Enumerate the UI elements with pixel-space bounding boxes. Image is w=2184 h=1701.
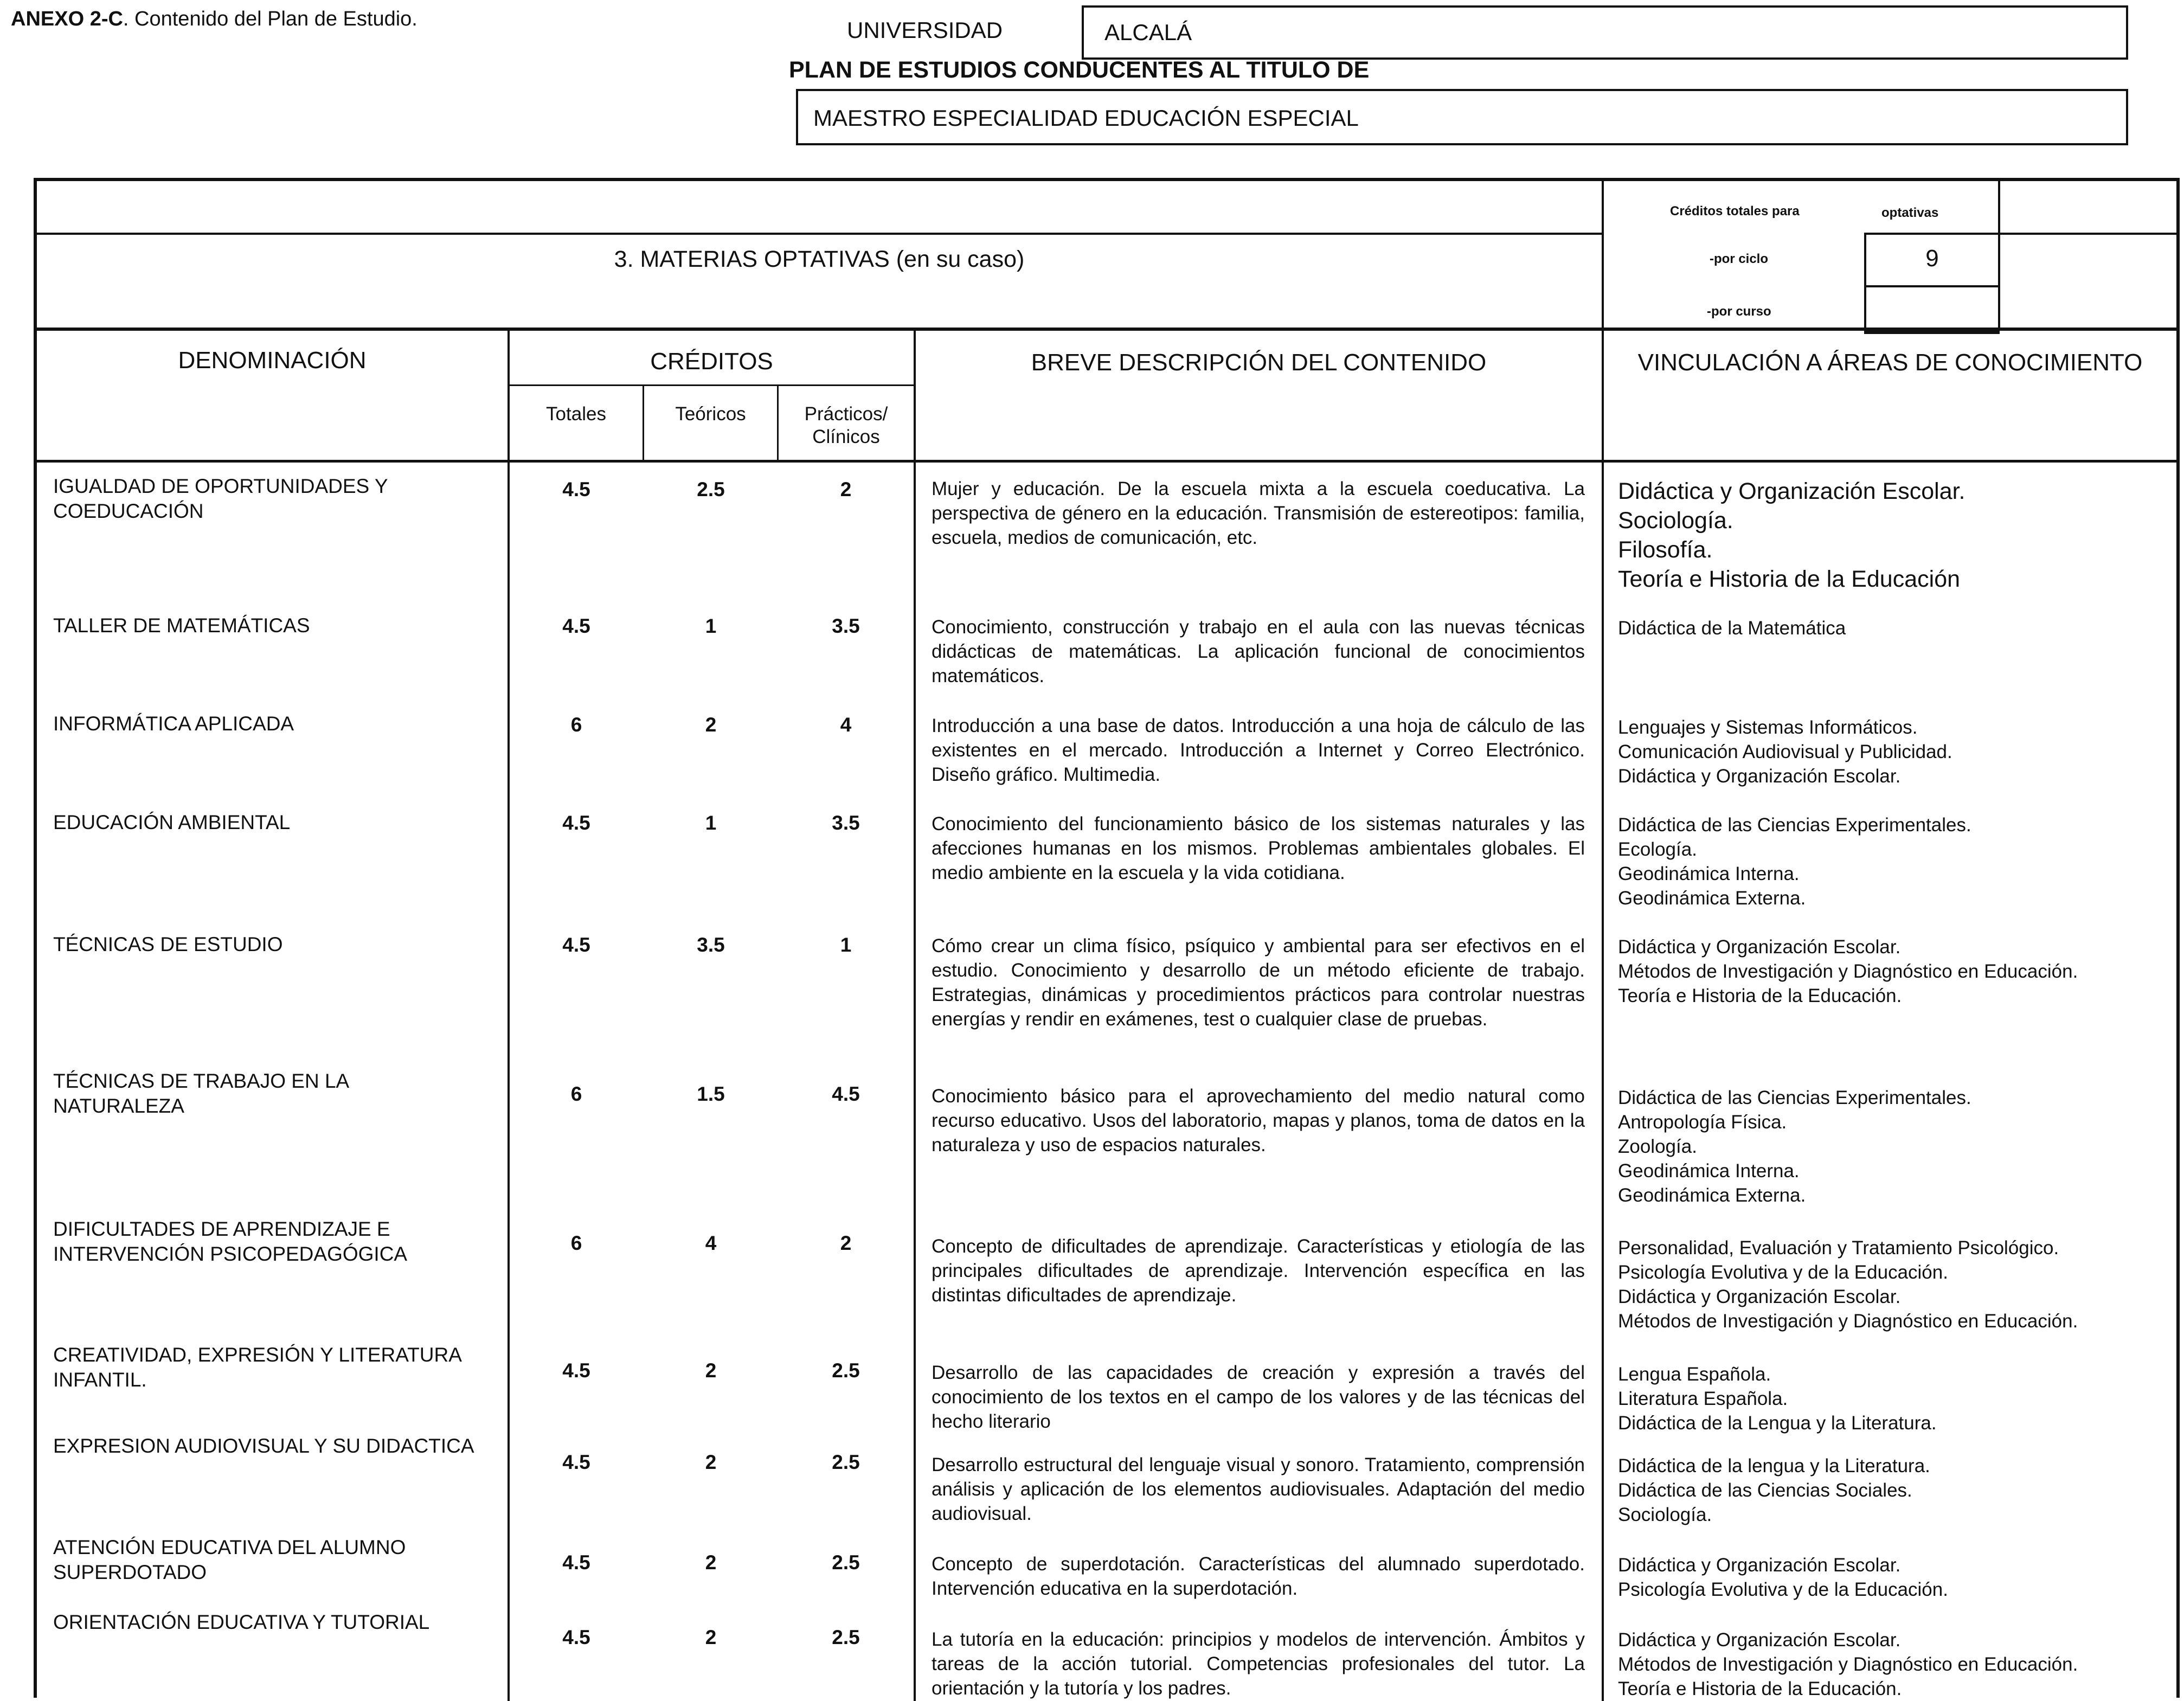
plan-title: PLAN DE ESTUDIOS CONDUCENTES AL TITULO DE bbox=[789, 57, 1370, 83]
row-name-line: NATURALEZA bbox=[53, 1095, 184, 1117]
row-name-line: TALLER DE MATEMÁTICAS bbox=[53, 614, 310, 637]
row-name-line: INTERVENCIÓN PSICOPEDAGÓGICA bbox=[53, 1243, 408, 1265]
area-item: Lengua Española. bbox=[1618, 1364, 1771, 1385]
area-item: Didáctica de la lengua y la Literatura. bbox=[1618, 1455, 1930, 1477]
divider bbox=[37, 233, 1604, 235]
row-teoricos: 2 bbox=[705, 1359, 717, 1382]
row-practicos: 3.5 bbox=[832, 615, 860, 637]
plan-value: MAESTRO ESPECIALIDAD EDUCACIÓN ESPECIAL bbox=[813, 105, 1359, 131]
row-teoricos: 1 bbox=[705, 615, 717, 637]
area-item: Didáctica de las Ciencias Sociales. bbox=[1618, 1480, 1912, 1501]
area-item: Métodos de Investigación y Diagnóstico en Educación. bbox=[1618, 961, 2078, 982]
row-teoricos: 2.5 bbox=[697, 478, 725, 500]
credits-total-label: Créditos totales para bbox=[1670, 204, 1800, 219]
row-totales: 4.5 bbox=[562, 812, 590, 834]
row-description: Cómo crear un clima físico, psíquico y ambiental para ser efectivos en el estudio. Conocimiento y desarrollo de un método eficiente de trabajo. Estrategias, dinámicas y procedimientos prácticos para controlar nuestras energías y rendir en exámenes, test o cualquier clase de pruebas. bbox=[932, 935, 1585, 1030]
row-practicos: 2.5 bbox=[832, 1359, 860, 1382]
area-item: Sociología. bbox=[1618, 508, 1733, 534]
row-description: Mujer y educación. De la escuela mixta a la escuela coeducativa. La perspectiva de género en la educación. Transmisión de estereotipos: familia, escuela, medios de comunicación, etc. bbox=[932, 478, 1585, 548]
header-totales: Totales bbox=[546, 403, 606, 425]
row-name bbox=[53, 474, 388, 524]
annex-heading bbox=[11, 8, 417, 31]
area-item: Didáctica y Organización Escolar. bbox=[1618, 1286, 1901, 1307]
area-item: Geodinámica Interna. bbox=[1618, 1160, 1800, 1182]
divider bbox=[1864, 285, 2000, 287]
row-practicos: 4 bbox=[840, 714, 852, 736]
row-totales: 4.5 bbox=[562, 934, 590, 956]
row-name-line: COEDUCACIÓN bbox=[53, 500, 204, 522]
row-teoricos: 3.5 bbox=[697, 934, 725, 956]
row-areas bbox=[1618, 715, 1952, 788]
area-item: Filosofía. bbox=[1618, 537, 1713, 563]
row-totales: 4.5 bbox=[562, 615, 590, 637]
row-name bbox=[53, 613, 310, 638]
row-name-line: SUPERDOTADO bbox=[53, 1561, 207, 1583]
row-teoricos: 2 bbox=[705, 1451, 717, 1473]
row-name-line: EXPRESION AUDIOVISUAL Y SU DIDACTICA bbox=[53, 1435, 474, 1457]
row-teoricos: 2 bbox=[705, 1551, 717, 1574]
row-description: Conocimiento, construcción y trabajo en el aula con las nuevas técnicas didácticas de matemáticas. La aplicación funcional de conocimientos matemáticos. bbox=[932, 617, 1585, 686]
row-areas bbox=[1618, 477, 1965, 594]
row-areas bbox=[1618, 1086, 1971, 1208]
area-item: Geodinámica Externa. bbox=[1618, 1185, 1806, 1206]
plan-box bbox=[796, 89, 2128, 145]
divider bbox=[1864, 331, 2000, 334]
header-clinicos: Clínicos bbox=[812, 426, 880, 447]
row-name-line: TÉCNICAS DE TRABAJO EN LA bbox=[53, 1070, 350, 1092]
area-item: Personalidad, Evaluación y Tratamiento Psicológico. bbox=[1618, 1237, 2059, 1259]
row-description: Desarrollo de las capacidades de creación y expresión a través del conocimiento de los textos en el campo de los valores y de las técnicas del hecho literario bbox=[932, 1362, 1585, 1432]
row-practicos: 4.5 bbox=[832, 1083, 860, 1105]
row-practicos: 2.5 bbox=[832, 1451, 860, 1473]
divider bbox=[1864, 233, 2176, 235]
area-item: Geodinámica Externa. bbox=[1618, 888, 1806, 909]
divider bbox=[1998, 181, 2000, 331]
area-item: Métodos de Investigación y Diagnóstico en Educación. bbox=[1618, 1654, 2078, 1675]
row-areas bbox=[1618, 1454, 1930, 1527]
row-areas bbox=[1618, 616, 1846, 640]
area-item: Psicología Evolutiva y de la Educación. bbox=[1618, 1579, 1948, 1600]
area-item: Comunicación Audiovisual y Publicidad. bbox=[1618, 741, 1952, 762]
row-totales: 4.5 bbox=[562, 1451, 590, 1473]
area-item: Lenguajes y Sistemas Informáticos. bbox=[1618, 717, 1918, 738]
area-item: Geodinámica Interna. bbox=[1618, 863, 1800, 884]
row-description: La tutoría en la educación: principios y modelos de intervención. Ámbitos y tareas de la acción tutorial. Competencias profesionales del tutor. La orientación y la tutoría y los padres. bbox=[932, 1629, 1585, 1699]
area-item: Zoología. bbox=[1618, 1136, 1697, 1157]
row-description: Conocimiento básico para el aprovechamiento del medio natural como recurso educativo. Usos del laboratorio, mapas y planos, toma de datos en la naturaleza y uso de espacios naturales. bbox=[932, 1086, 1585, 1156]
row-totales: 6 bbox=[570, 1083, 582, 1105]
row-areas bbox=[1618, 1236, 2078, 1333]
row-name bbox=[53, 711, 294, 736]
area-item: Psicología Evolutiva y de la Educación. bbox=[1618, 1262, 1948, 1283]
area-item: Didáctica de las Ciencias Experimentales. bbox=[1618, 814, 1971, 836]
row-totales: 4.5 bbox=[562, 1551, 590, 1574]
row-areas bbox=[1618, 1362, 1937, 1435]
row-name-line: IGUALDAD DE OPORTUNIDADES Y bbox=[53, 475, 388, 497]
area-item: Teoría e Historia de la Educación. bbox=[1618, 985, 1902, 1006]
area-item: Didáctica y Organización Escolar. bbox=[1618, 1629, 1901, 1651]
row-teoricos: 4 bbox=[705, 1232, 717, 1254]
university-label: UNIVERSIDAD bbox=[847, 17, 1003, 43]
area-item: Didáctica y Organización Escolar. bbox=[1618, 936, 1901, 958]
divider bbox=[509, 384, 915, 386]
area-item: Didáctica de las Ciencias Experimentales. bbox=[1618, 1087, 1971, 1108]
row-name bbox=[53, 1535, 406, 1585]
area-item: Antropología Física. bbox=[1618, 1112, 1787, 1133]
row-name-line: ATENCIÓN EDUCATIVA DEL ALUMNO bbox=[53, 1536, 406, 1558]
header-practicos: Prácticos/ bbox=[804, 403, 888, 425]
row-practicos: 2 bbox=[840, 1232, 852, 1254]
area-item: Teoría e Historia de la Educación bbox=[1618, 566, 1961, 592]
row-name-line: INFANTIL. bbox=[53, 1369, 147, 1391]
row-description: Conocimiento del funcionamiento básico de los sistemas naturales y las afecciones humanas en los mismos. Problemas ambientales globales. El medio ambiente en la escuela y la vida cotidiana. bbox=[932, 813, 1585, 883]
row-name-line: INFORMÁTICA APLICADA bbox=[53, 713, 294, 735]
divider bbox=[914, 328, 916, 1701]
row-name-line: EDUCACIÓN AMBIENTAL bbox=[53, 811, 291, 833]
row-name bbox=[53, 932, 283, 957]
annex-text: . Contenido del Plan de Estudio. bbox=[123, 8, 417, 30]
por-curso-label: -por curso bbox=[1707, 304, 1771, 319]
university-value: ALCALÁ bbox=[1104, 20, 1192, 45]
por-ciclo-value: 9 bbox=[1925, 245, 1939, 272]
divider bbox=[37, 328, 2176, 331]
area-item: Didáctica y Organización Escolar. bbox=[1618, 766, 1901, 787]
row-teoricos: 1 bbox=[705, 812, 717, 834]
row-teoricos: 1.5 bbox=[697, 1083, 725, 1105]
row-practicos: 2.5 bbox=[832, 1626, 860, 1648]
row-name-line: CREATIVIDAD, EXPRESIÓN Y LITERATURA bbox=[53, 1344, 462, 1366]
row-totales: 6 bbox=[570, 1232, 582, 1254]
row-totales: 4.5 bbox=[562, 1626, 590, 1648]
divider bbox=[37, 460, 2176, 463]
area-item: Ecología. bbox=[1618, 839, 1697, 860]
row-areas bbox=[1618, 813, 1971, 910]
row-practicos: 3.5 bbox=[832, 812, 860, 834]
divider bbox=[1602, 181, 1604, 1701]
row-name-line: DIFICULTADES DE APRENDIZAJE E bbox=[53, 1218, 390, 1240]
annex-code: ANEXO 2-C bbox=[11, 8, 123, 30]
area-item: Didáctica y Organización Escolar. bbox=[1618, 478, 1965, 504]
optativas-table bbox=[34, 178, 2180, 1698]
row-description: Introducción a una base de datos. Introducción a una hoja de cálculo de las existentes en el mercado. Introducción a Internet y Correo Electrónico. Diseño gráfico. Multimedia. bbox=[932, 715, 1585, 785]
row-name bbox=[53, 810, 290, 835]
row-practicos: 2 bbox=[840, 478, 852, 500]
optativas-label: optativas bbox=[1881, 206, 1939, 220]
row-teoricos: 2 bbox=[705, 714, 717, 736]
area-item: Didáctica de la Lengua y la Literatura. bbox=[1618, 1413, 1937, 1434]
row-name-line: ORIENTACIÓN EDUCATIVA Y TUTORIAL bbox=[53, 1611, 430, 1633]
row-totales: 4.5 bbox=[562, 478, 590, 500]
row-name bbox=[53, 1217, 407, 1267]
row-areas bbox=[1618, 1628, 2078, 1701]
divider bbox=[508, 328, 510, 1701]
area-item: Sociología. bbox=[1618, 1504, 1712, 1525]
row-areas bbox=[1618, 935, 2078, 1008]
university-box bbox=[1082, 5, 2128, 60]
header-creditos: CRÉDITOS bbox=[650, 348, 773, 375]
row-description: Desarrollo estructural del lenguaje visual y sonoro. Tratamiento, comprensión análisis y aplicación de los elementos audiovisuales. Adaptación del medio audiovisual. bbox=[932, 1454, 1585, 1524]
row-totales: 6 bbox=[570, 714, 582, 736]
area-item: Didáctica y Organización Escolar. bbox=[1618, 1555, 1901, 1576]
area-item: Didáctica de la Matemática bbox=[1618, 618, 1846, 639]
row-description: Concepto de dificultades de aprendizaje. Características y etiología de las principales dificultades de aprendizaje. Intervención específica en las distintas dificultades de aprendizaje. bbox=[932, 1236, 1585, 1306]
row-practicos: 2.5 bbox=[832, 1551, 860, 1574]
row-name bbox=[53, 1434, 474, 1459]
area-item: Literatura Española. bbox=[1618, 1388, 1788, 1409]
row-practicos: 1 bbox=[840, 934, 852, 956]
row-name bbox=[53, 1610, 429, 1635]
section-title: 3. MATERIAS OPTATIVAS (en su caso) bbox=[614, 246, 1025, 272]
header-vinculacion: VINCULACIÓN A ÁREAS DE CONOCIMIENTO bbox=[1637, 349, 2143, 376]
row-areas bbox=[1618, 1553, 1948, 1602]
row-description: Concepto de superdotación. Características del alumnado superdotado. Intervención educativa en la superdotación. bbox=[932, 1554, 1585, 1599]
row-teoricos: 2 bbox=[705, 1626, 717, 1648]
area-item: Métodos de Investigación y Diagnóstico en Educación. bbox=[1618, 1311, 2078, 1332]
row-name-line: TÉCNICAS DE ESTUDIO bbox=[53, 933, 283, 955]
por-ciclo-label: -por ciclo bbox=[1710, 252, 1769, 266]
row-name bbox=[53, 1069, 349, 1119]
header-descripcion: BREVE DESCRIPCIÓN DEL CONTENIDO bbox=[1031, 349, 1487, 376]
row-name bbox=[53, 1343, 462, 1392]
header-denominacion: DENOMINACIÓN bbox=[178, 347, 367, 374]
area-item: Teoría e Historia de la Educación. bbox=[1618, 1678, 1902, 1699]
header-teoricos: Teóricos bbox=[675, 403, 746, 425]
row-totales: 4.5 bbox=[562, 1359, 590, 1382]
